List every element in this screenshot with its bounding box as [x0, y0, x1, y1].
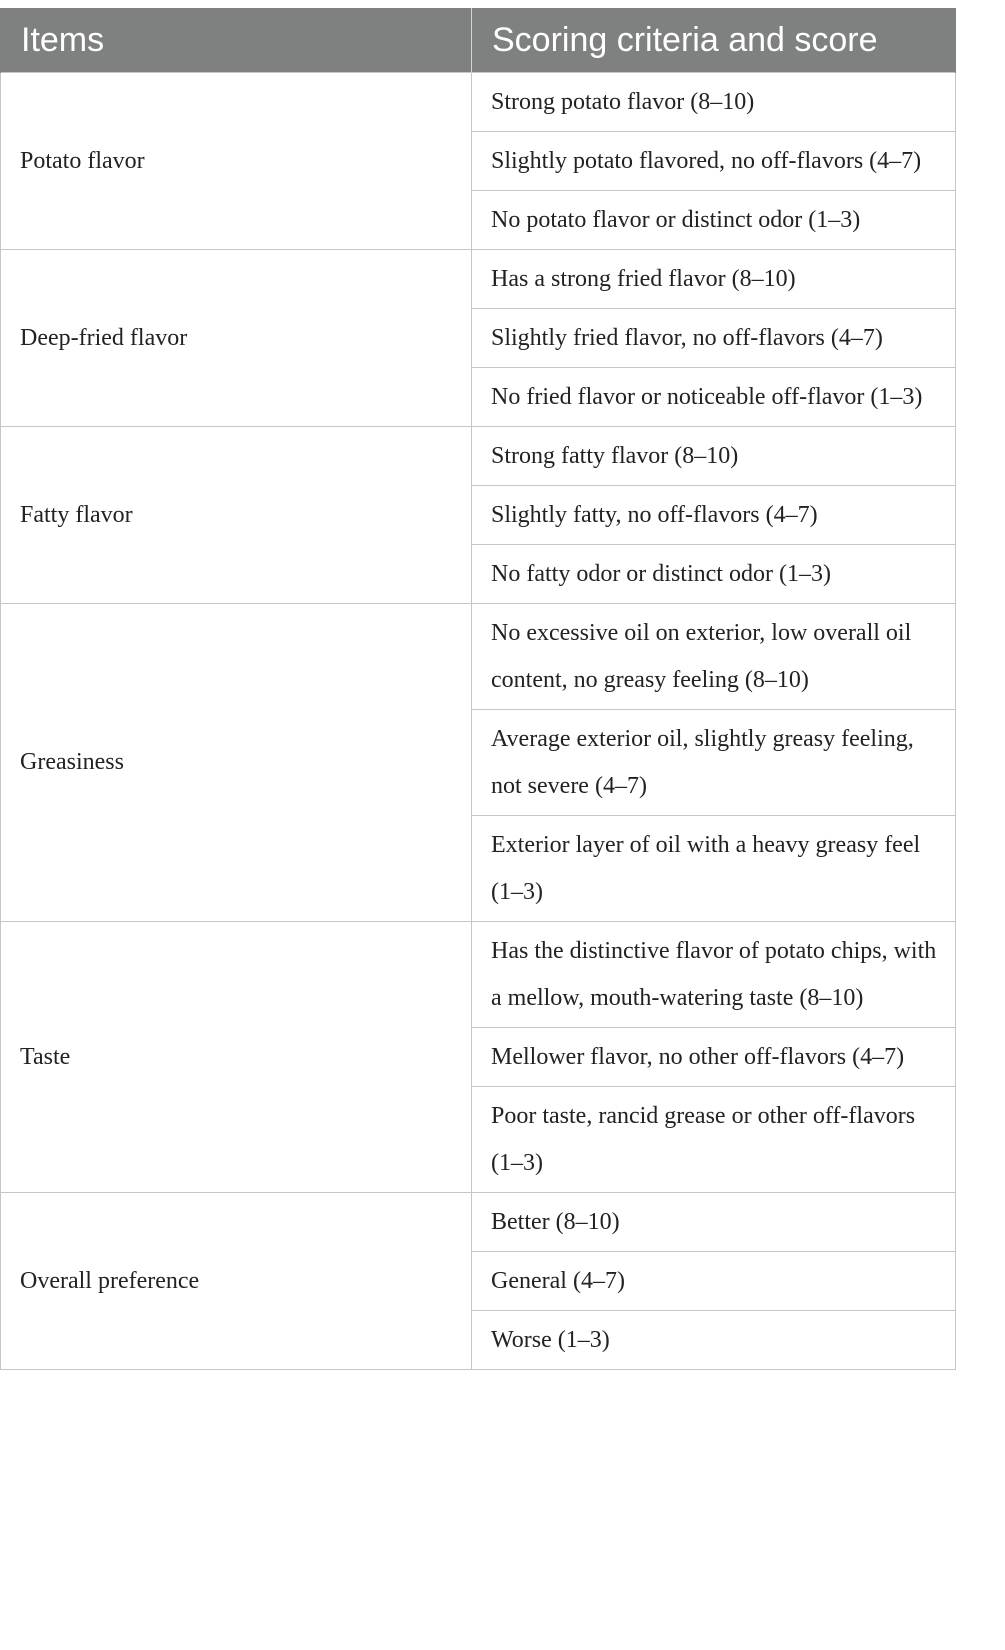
item-cell: Overall preference [1, 1193, 472, 1370]
scoring-table [0, 8, 956, 1370]
criteria-cell: Better (8–10) [472, 1193, 956, 1252]
header-row [1, 8, 956, 73]
criteria-cell: Worse (1–3) [472, 1311, 956, 1370]
criteria-cell: General (4–7) [472, 1252, 956, 1311]
criteria-cell: Poor taste, rancid grease or other off-flavors (1–3) [472, 1087, 956, 1193]
criteria-cell: No potato flavor or distinct odor (1–3) [472, 191, 956, 250]
item-cell: Potato flavor [1, 73, 472, 250]
item-cell: Taste [1, 922, 472, 1193]
criteria-cell: Has a strong fried flavor (8–10) [472, 250, 956, 309]
criteria-cell: Strong fatty flavor (8–10) [472, 427, 956, 486]
table-body [1, 73, 956, 1370]
table-row [1, 922, 956, 1028]
header-items: Items [1, 8, 472, 73]
criteria-cell: Slightly fried flavor, no off-flavors (4–7) [472, 309, 956, 368]
table-header [1, 8, 956, 73]
criteria-cell: Slightly fatty, no off-flavors (4–7) [472, 486, 956, 545]
table-row [1, 73, 956, 132]
criteria-cell: Strong potato flavor (8–10) [472, 73, 956, 132]
criteria-cell: No fried flavor or noticeable off-flavor (1–3) [472, 368, 956, 427]
criteria-cell: No excessive oil on exterior, low overall oil content, no greasy feeling (8–10) [472, 604, 956, 710]
criteria-cell: Mellower flavor, no other off-flavors (4–7) [472, 1028, 956, 1087]
criteria-cell: Average exterior oil, slightly greasy feeling, not severe (4–7) [472, 710, 956, 816]
criteria-cell: Exterior layer of oil with a heavy greasy feel (1–3) [472, 816, 956, 922]
table-row [1, 250, 956, 309]
table-row [1, 604, 956, 710]
criteria-cell: Slightly potato flavored, no off-flavors (4–7) [472, 132, 956, 191]
table-row [1, 427, 956, 486]
criteria-cell: No fatty odor or distinct odor (1–3) [472, 545, 956, 604]
item-cell: Deep-fried flavor [1, 250, 472, 427]
item-cell: Greasiness [1, 604, 472, 922]
item-cell: Fatty flavor [1, 427, 472, 604]
header-scoring-criteria: Scoring criteria and score [472, 8, 956, 73]
criteria-cell: Has the distinctive flavor of potato chips, with a mellow, mouth-watering taste (8–10) [472, 922, 956, 1028]
table-row [1, 1193, 956, 1252]
